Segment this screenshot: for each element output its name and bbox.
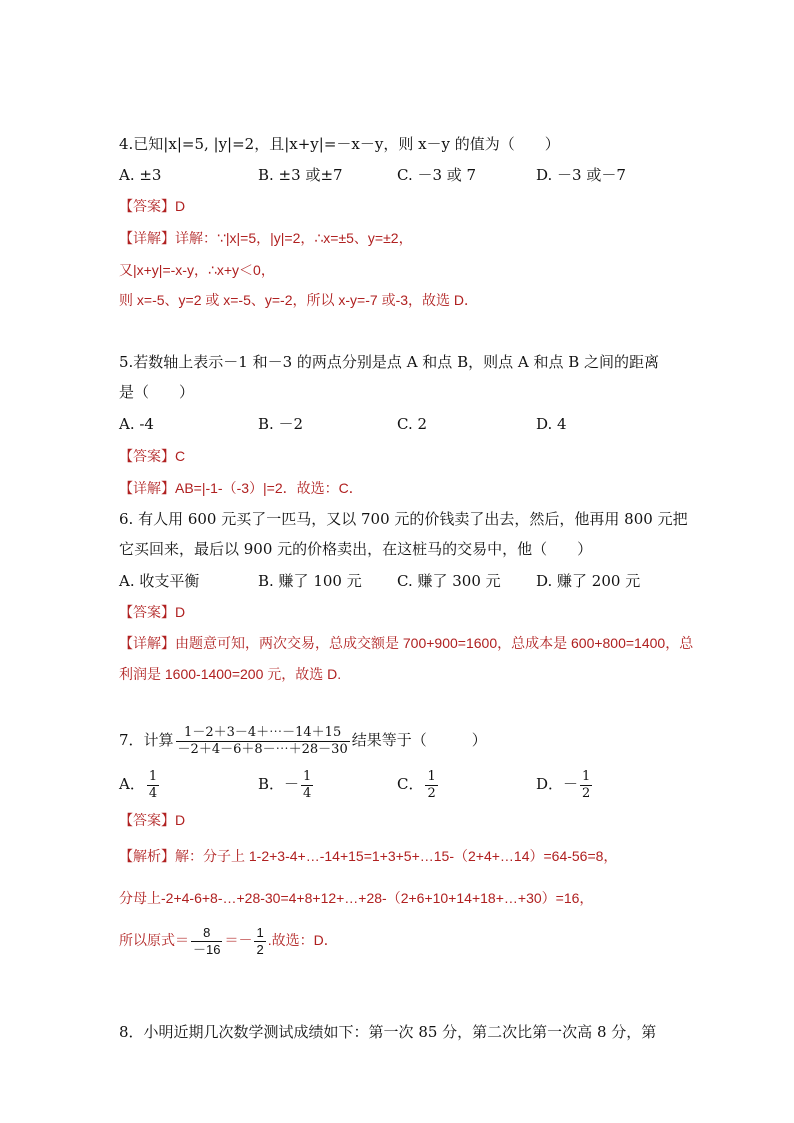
q4-answer xyxy=(119,196,185,216)
answer-value: D xyxy=(175,198,186,214)
q6-option-c: C. 赚了 300 元 xyxy=(397,572,501,590)
numerator: 1 xyxy=(303,768,312,784)
option-fraction xyxy=(425,769,437,802)
q7-prefix: 7．计算 xyxy=(119,731,174,749)
detail-tag: 【详解】 xyxy=(119,480,175,496)
q4-option-d: D. －3 或－7 xyxy=(536,166,626,184)
option-fraction xyxy=(147,769,159,802)
analysis-fraction-1 xyxy=(191,925,222,958)
q6-option-b: B. 赚了 100 元 xyxy=(258,572,362,590)
analysis-prefix: 所以原式＝ xyxy=(119,932,189,948)
q5-stem-1: 5.若数轴上表示－1 和－3 的两点分别是点 A 和点 B，则点 A 和点 B 之间的距离 xyxy=(119,353,660,371)
analysis-suffix: .故选：D． xyxy=(267,932,338,948)
detail-tag: 【详解】 xyxy=(119,635,175,651)
q6-detail-1 xyxy=(119,633,693,653)
q6-stem-2: 它买回来，最后以 900 元的价格卖出，在这桩马的交易中，他（ ） xyxy=(119,540,593,558)
q6-option-d: D. 赚了 200 元 xyxy=(536,572,641,590)
q7-option-b xyxy=(258,766,315,802)
denominator: 4 xyxy=(303,785,312,801)
answer-value: D xyxy=(175,812,186,828)
detail-text: AB=|-1-（-3）|=2．故选：C． xyxy=(175,480,363,496)
analysis-mid: ＝－ xyxy=(224,932,253,948)
answer-tag: 【答案】 xyxy=(119,812,175,828)
q4-detail-2: 又|x+y|=-x-y，∴x+y＜0， xyxy=(119,262,275,278)
q5-detail xyxy=(119,478,363,498)
q5-option-b: B. －2 xyxy=(258,415,304,433)
answer-tag: 【答案】 xyxy=(119,448,175,464)
analysis-tag: 【解析】 xyxy=(119,848,175,864)
q7-analysis-1 xyxy=(119,846,617,866)
q6-answer xyxy=(119,602,185,622)
numerator: 1 xyxy=(256,924,264,940)
option-label: D．－ xyxy=(536,775,579,793)
q5-answer xyxy=(119,446,185,466)
analysis-fraction-2 xyxy=(254,925,265,958)
numerator: 8 xyxy=(203,924,211,940)
q4-option-a: A. ±3 xyxy=(119,166,162,184)
answer-tag: 【答案】 xyxy=(119,198,175,214)
denominator: 2 xyxy=(582,785,591,801)
denominator: 2 xyxy=(256,941,264,957)
q7-analysis-3 xyxy=(119,922,338,958)
option-label: C． xyxy=(397,775,424,793)
q7-option-a xyxy=(119,766,161,802)
denominator: 4 xyxy=(148,785,158,801)
q4-option-c: C. －3 或 7 xyxy=(397,166,477,184)
detail-text: 详解：∵|x|=5，|y|=2，∴x=±5、y=±2， xyxy=(175,230,413,246)
q7-option-d xyxy=(536,766,594,802)
q7-denominator: －2＋4－6＋8－⋯＋28－30 xyxy=(177,741,348,757)
analysis-text: 解：分子上 1-2+3-4+…-14+15=1+3+5+…15-（2+4+…14）=64-56=8， xyxy=(175,848,618,864)
answer-tag: 【答案】 xyxy=(119,604,175,620)
q4-option-b: B. ±3 或±7 xyxy=(258,166,343,184)
q7-answer xyxy=(119,810,185,830)
answer-value: D xyxy=(175,604,186,620)
q5-option-a: A. -4 xyxy=(119,415,154,433)
numerator: 1 xyxy=(427,768,436,784)
q7-option-c xyxy=(397,766,440,802)
option-fraction xyxy=(580,769,592,802)
q7-stem xyxy=(119,722,487,758)
q6-detail-2: 利润是 1600-1400=200 元，故选 D. xyxy=(119,666,342,682)
q5-stem-2: 是（ ） xyxy=(119,383,195,401)
option-label: B．－ xyxy=(258,775,300,793)
q5-option-d: D. 4 xyxy=(536,415,567,433)
q4-detail-1 xyxy=(119,228,413,248)
numerator: 1 xyxy=(582,768,591,784)
answer-value: C xyxy=(175,448,186,464)
detail-text: 由题意可知，两次交易，总成交额是 700+900=1600，总成本是 600+800=1400，总 xyxy=(175,635,694,651)
q7-suffix: 结果等于（ ） xyxy=(351,731,487,749)
q4-detail-3: 则 x=-5、y=2 或 x=-5、y=-2，所以 x-y=-7 或-3，故选 D． xyxy=(119,292,479,308)
option-fraction xyxy=(301,769,313,802)
denominator: －16 xyxy=(193,941,221,957)
q4-stem: 4.已知|x|=5, |y|=2，且|x+y|=－x－y，则 x－y 的值为（ ） xyxy=(119,135,560,153)
numerator: 1 xyxy=(148,768,158,784)
q7-analysis-2: 分母上-2+4-6+8-…+28-30=4+8+12+…+28-（2+6+10+14+18+…+30）=16， xyxy=(119,890,594,906)
q8-stem: 8．小明近期几次数学测试成绩如下：第一次 85 分，第二次比第一次高 8 分，第 xyxy=(119,1023,657,1041)
q7-numerator: 1－2＋3－4＋⋯－14＋15 xyxy=(184,724,342,740)
q6-stem-1: 6. 有人用 600 元买了一匹马，又以 700 元的价钱卖了出去，然后，他再用 800 元把 xyxy=(119,510,688,528)
q7-fraction xyxy=(176,725,350,758)
q5-option-c: C. 2 xyxy=(397,415,428,433)
denominator: 2 xyxy=(427,785,436,801)
option-label: A． xyxy=(119,775,145,793)
detail-tag: 【详解】 xyxy=(119,230,175,246)
q6-option-a: A. 收支平衡 xyxy=(119,572,200,590)
